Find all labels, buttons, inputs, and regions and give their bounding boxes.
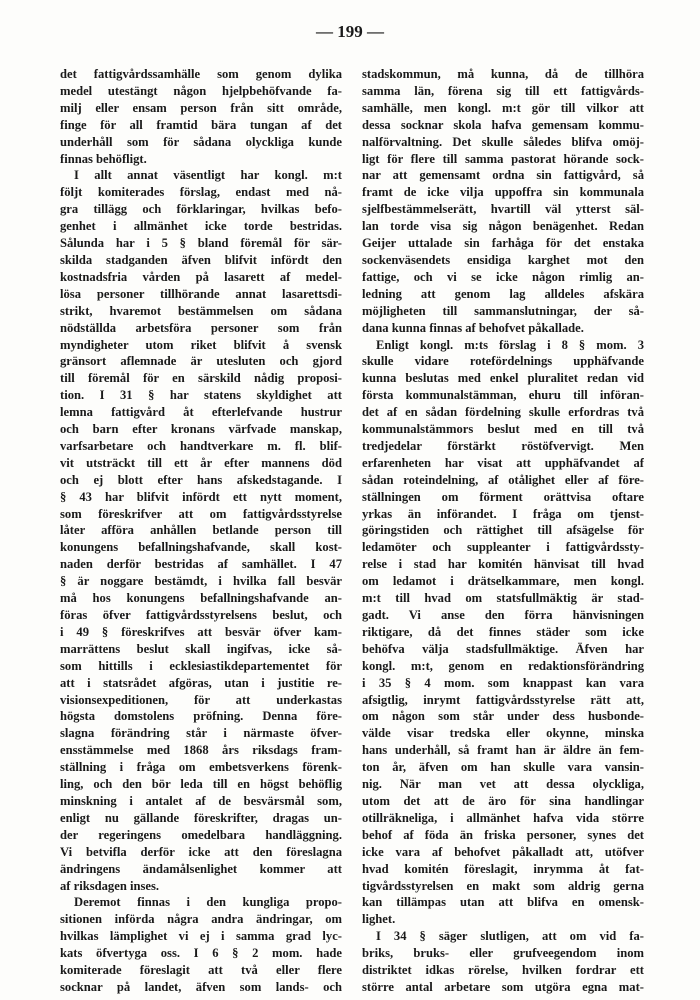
text-line: kats öfvertyga oss. I 6 § 2 mom. hade [60, 946, 342, 961]
text-line: fattige, och vi se icke någon rimlig an- [362, 269, 644, 284]
text-line: i 35 § 4 mom. som knappast kan vara [362, 675, 644, 690]
text-line: skulle vidare rotefördelnings upphäfvande [362, 354, 644, 369]
text-line: ton år, äfven om han skulle vara vansin- [362, 760, 644, 775]
text-line: skilda stadganden äfven blifvit infördt den [60, 252, 342, 267]
text-line: utom det att de äro för sina handlingar [362, 793, 644, 808]
text-line: nalförvaltning. Det skulle således blifva omöj- [362, 134, 644, 149]
text-line: § är noggare bestämdt, i hvilka fall besvär [60, 574, 342, 589]
text-line: hans underhåll, så framt han är äldre än fem- [362, 743, 644, 758]
text-line: § 43 har blifvit infördt ett nytt moment, [60, 489, 342, 504]
text-line: dana kunna finnas af behofvet påkallade. [362, 320, 584, 335]
text-line: otillräkneliga, i allmänhet hafva vida större [362, 810, 644, 825]
text-line: tredjedelar förstärkt röstöfvervigt. Men [362, 438, 644, 453]
text-line: större antal arbetare som utgöra egna mat- [362, 979, 644, 994]
text-line: komiterade föreslagit att två eller flere [60, 963, 342, 978]
text-line: lan torde visa sig någon benägenhet. Redan [362, 219, 644, 234]
text-line: riktigare, då det finnes städer som icke [362, 624, 644, 639]
text-line: erfarenheten har visat att upphäfvandet af [362, 455, 644, 470]
text-line: nig. När man vet att dessa olyckliga, [362, 777, 644, 792]
text-line: icke vara af behofvet påkalladt att, utöfver [362, 844, 644, 859]
left-text-column [60, 66, 342, 996]
text-line: tigvårdsstyrelsen en makt som aldrig gerna [362, 878, 644, 893]
text-line: gra tillägg och förklaringar, hvilkas befo- [60, 202, 342, 217]
text-line: första kommunalstämman, ehuru till införan- [362, 388, 644, 403]
text-line: kommunalstämmors beslut med en till två [362, 422, 644, 437]
text-line: stadskommun, må kunna, då de tillhöra [362, 67, 644, 81]
text-line: möjligheten till sammanslutningar, der så- [362, 303, 644, 318]
text-line: ställningen om förment orättvisa oftare [362, 489, 644, 504]
text-line: Vi betvifla derför icke att den föreslagna [60, 844, 342, 859]
text-line: ändringens ändamålsenlighet kommer att [60, 861, 342, 876]
text-line: göringstiden och rättighet till afsägelse för [362, 523, 644, 538]
text-line: strikt, hvaremot bestämmelsen om sådana [60, 303, 342, 318]
text-line: m:t till hvad om statsfullmäktig är stad- [362, 591, 644, 606]
text-line: låter afföra anhållen betlande person till [60, 523, 342, 538]
text-line: ledning att genom lag alldeles afskära [362, 286, 644, 301]
text-line: må hos konungens befallningshafvande an- [60, 591, 342, 606]
text-line: finge för all framtid bära tungan af det [60, 117, 342, 132]
text-line: nar att gemensamt ordna sin fattigvård, så [362, 168, 644, 183]
text-line: kan tillämpas utan att blifva en omensk- [362, 895, 644, 910]
text-line: af riksdagen inses. [60, 878, 160, 893]
text-line: myndigheter utom riket blifvit å svensk [60, 337, 342, 352]
text-line: Sålunda har i 5 § bland föremål för sär- [60, 236, 342, 251]
text-line: tion. I 31 § har statens skyldighet att [60, 388, 342, 403]
text-line: föras öfver fattigvårdsstyrelsens beslut, och [60, 608, 342, 622]
text-line: och ej blott efter hans afskedstagande. I [60, 472, 342, 487]
text-line: vit utsträckt till ett år efter mannens död [60, 455, 342, 470]
text-line: kongl. m:t, genom en redaktionsförändring [362, 658, 644, 673]
text-line: följt komiterades förslag, endast med nå- [60, 185, 342, 200]
text-line: ställning i fråga om embetsverkens förenk- [60, 760, 342, 775]
text-line: socknar på landet, äfven som lands- och [60, 979, 342, 994]
text-line: naden derför bestridas af samhället. I 47 [60, 557, 342, 572]
text-line: att i statsrådet afgöras, utan i justitie re- [60, 675, 342, 690]
text-line: behöfva välja stadsfullmäktige. Äfven har [362, 641, 644, 656]
right-text-column [362, 66, 644, 996]
text-line: lösa personer tillhörande annat lasarettsdi- [60, 286, 342, 301]
text-line: välde visar tredska eller okynne, minska [362, 726, 644, 741]
text-line: distriktet idkas rörelse, hvilken fordrar ett [362, 963, 644, 978]
text-line: gadt. Vi anse den förra hänvisningen [362, 608, 644, 622]
text-line: sådan roteindelning, af otålighet eller af före- [362, 472, 644, 487]
text-line: framt de icke vilja uppoffra sin kommunala [362, 185, 644, 200]
text-line: sitionen införda några andra ändringar, om [60, 912, 342, 927]
text-line: samhälle, men kongl. m:t gör till vilkor att [362, 100, 644, 115]
text-line: finnas behöfligt. [60, 151, 147, 166]
text-line: kostnadsfria vården på lasarett af medel- [60, 269, 342, 284]
text-line: Deremot finnas i den kungliga propo- [74, 895, 342, 910]
text-line: lighet. [362, 912, 396, 927]
text-line: sjelfbestämmelserätt, hvartill väl ytterst säl- [362, 202, 644, 217]
text-line: högsta domstolens pröfning. Denna före- [60, 709, 342, 724]
text-line: ensstämmelse med 1868 års riksdags fram- [60, 743, 342, 758]
text-line: milj eller ensam person från sitt område, [60, 100, 342, 115]
text-line: det af en sådan fördelning skulle erfordras två [362, 405, 644, 420]
text-line: samma län, förena sig till ett fattigvårds- [362, 83, 644, 98]
text-line: genhet i allmänhet icke torde bestridas. [60, 219, 342, 234]
text-line: underhåll som för sådana olyckliga kunde [60, 134, 342, 149]
text-line: medel utestängt någon hjelpbehöfvande fa- [60, 83, 342, 98]
text-line: ling, och den bör leda till en högst behöflig [60, 777, 342, 792]
text-line: i 49 § föreskrifves att besvär öfver kam- [60, 624, 342, 639]
text-line: gränsort aflemnade är utesluten och gjord [60, 354, 342, 369]
text-line: marrättens beslut skall ingifvas, icke så- [60, 641, 342, 656]
text-line: ledamöter och suppleanter i fattigvårdssty- [362, 540, 644, 555]
text-line: som hittills i ecklesiastikdepartementet för [60, 658, 342, 673]
text-line: I allt annat väsentligt har kongl. m:t [74, 168, 342, 183]
text-line: yrkas än införandet. I fråga om tjenst- [362, 506, 644, 521]
text-line: konungens befallningshafvande, skall kost- [60, 540, 342, 555]
text-line: dessa socknar skola hafva gemensam kommu- [362, 117, 644, 132]
text-line: som föreskrifver att om fattigvårdsstyrelse [60, 506, 342, 521]
text-line: hvilkas lämplighet vi ej i samma grad lyc- [60, 929, 342, 944]
text-line: om någon som står under dess husbonde- [362, 709, 644, 724]
text-line: hvad komitén föreslagit, inrymma åt fat- [362, 861, 644, 876]
text-line: enligt nu gällande föreskrifter, dragas un- [60, 810, 342, 825]
text-line: varfsarbetare och handtverkare m. fl. blif- [60, 438, 342, 453]
text-line: sockenväsendets ensidiga karghet mot den [362, 252, 644, 267]
text-line: ligt för flere till samma pastorat hörande sock- [362, 151, 644, 166]
text-line: om ledamot i drätselkammare, men kongl. [362, 574, 644, 589]
text-line: I 34 § säger slutligen, att om vid fa- [376, 929, 644, 944]
text-line: till föremål för en särskild nådig proposi- [60, 371, 342, 386]
text-line: nödställda arbetsföra personer som från [60, 320, 342, 335]
text-line: Enligt kongl. m:ts förslag i 8 § mom. 3 [376, 337, 644, 352]
text-line: behof af föda än friska personer, synes det [362, 827, 644, 842]
text-line: briks, bruks- eller grufveegendom inom [362, 946, 644, 961]
text-line: der regeringens omedelbara handläggning. [60, 827, 342, 842]
text-line: afsigtlig, inrymt fattigvårdsstyrelse rätt att, [362, 692, 644, 707]
text-line: relse i stad har komitén hänvisat till hvad [362, 557, 644, 572]
text-line: visionsexpeditionen, för att underkastas [60, 692, 342, 707]
text-line: Geijer uttalade sin farhåga för det enstaka [362, 236, 644, 251]
text-line: minskning i antalet af de besvärsmål som, [60, 793, 342, 808]
text-line: och barn efter kronans värfvade manskap, [60, 422, 342, 437]
page-number: — 199 — [316, 22, 384, 41]
text-line: lemna fattigvård åt efterlefvande hustrur [60, 405, 342, 420]
text-line: kunna beslutas med enkel pluralitet redan vid [362, 371, 644, 386]
text-line: slagna förändring står i närmaste öfver- [60, 726, 342, 741]
text-line: det fattigvårdssamhälle som genom dylika [60, 67, 342, 81]
